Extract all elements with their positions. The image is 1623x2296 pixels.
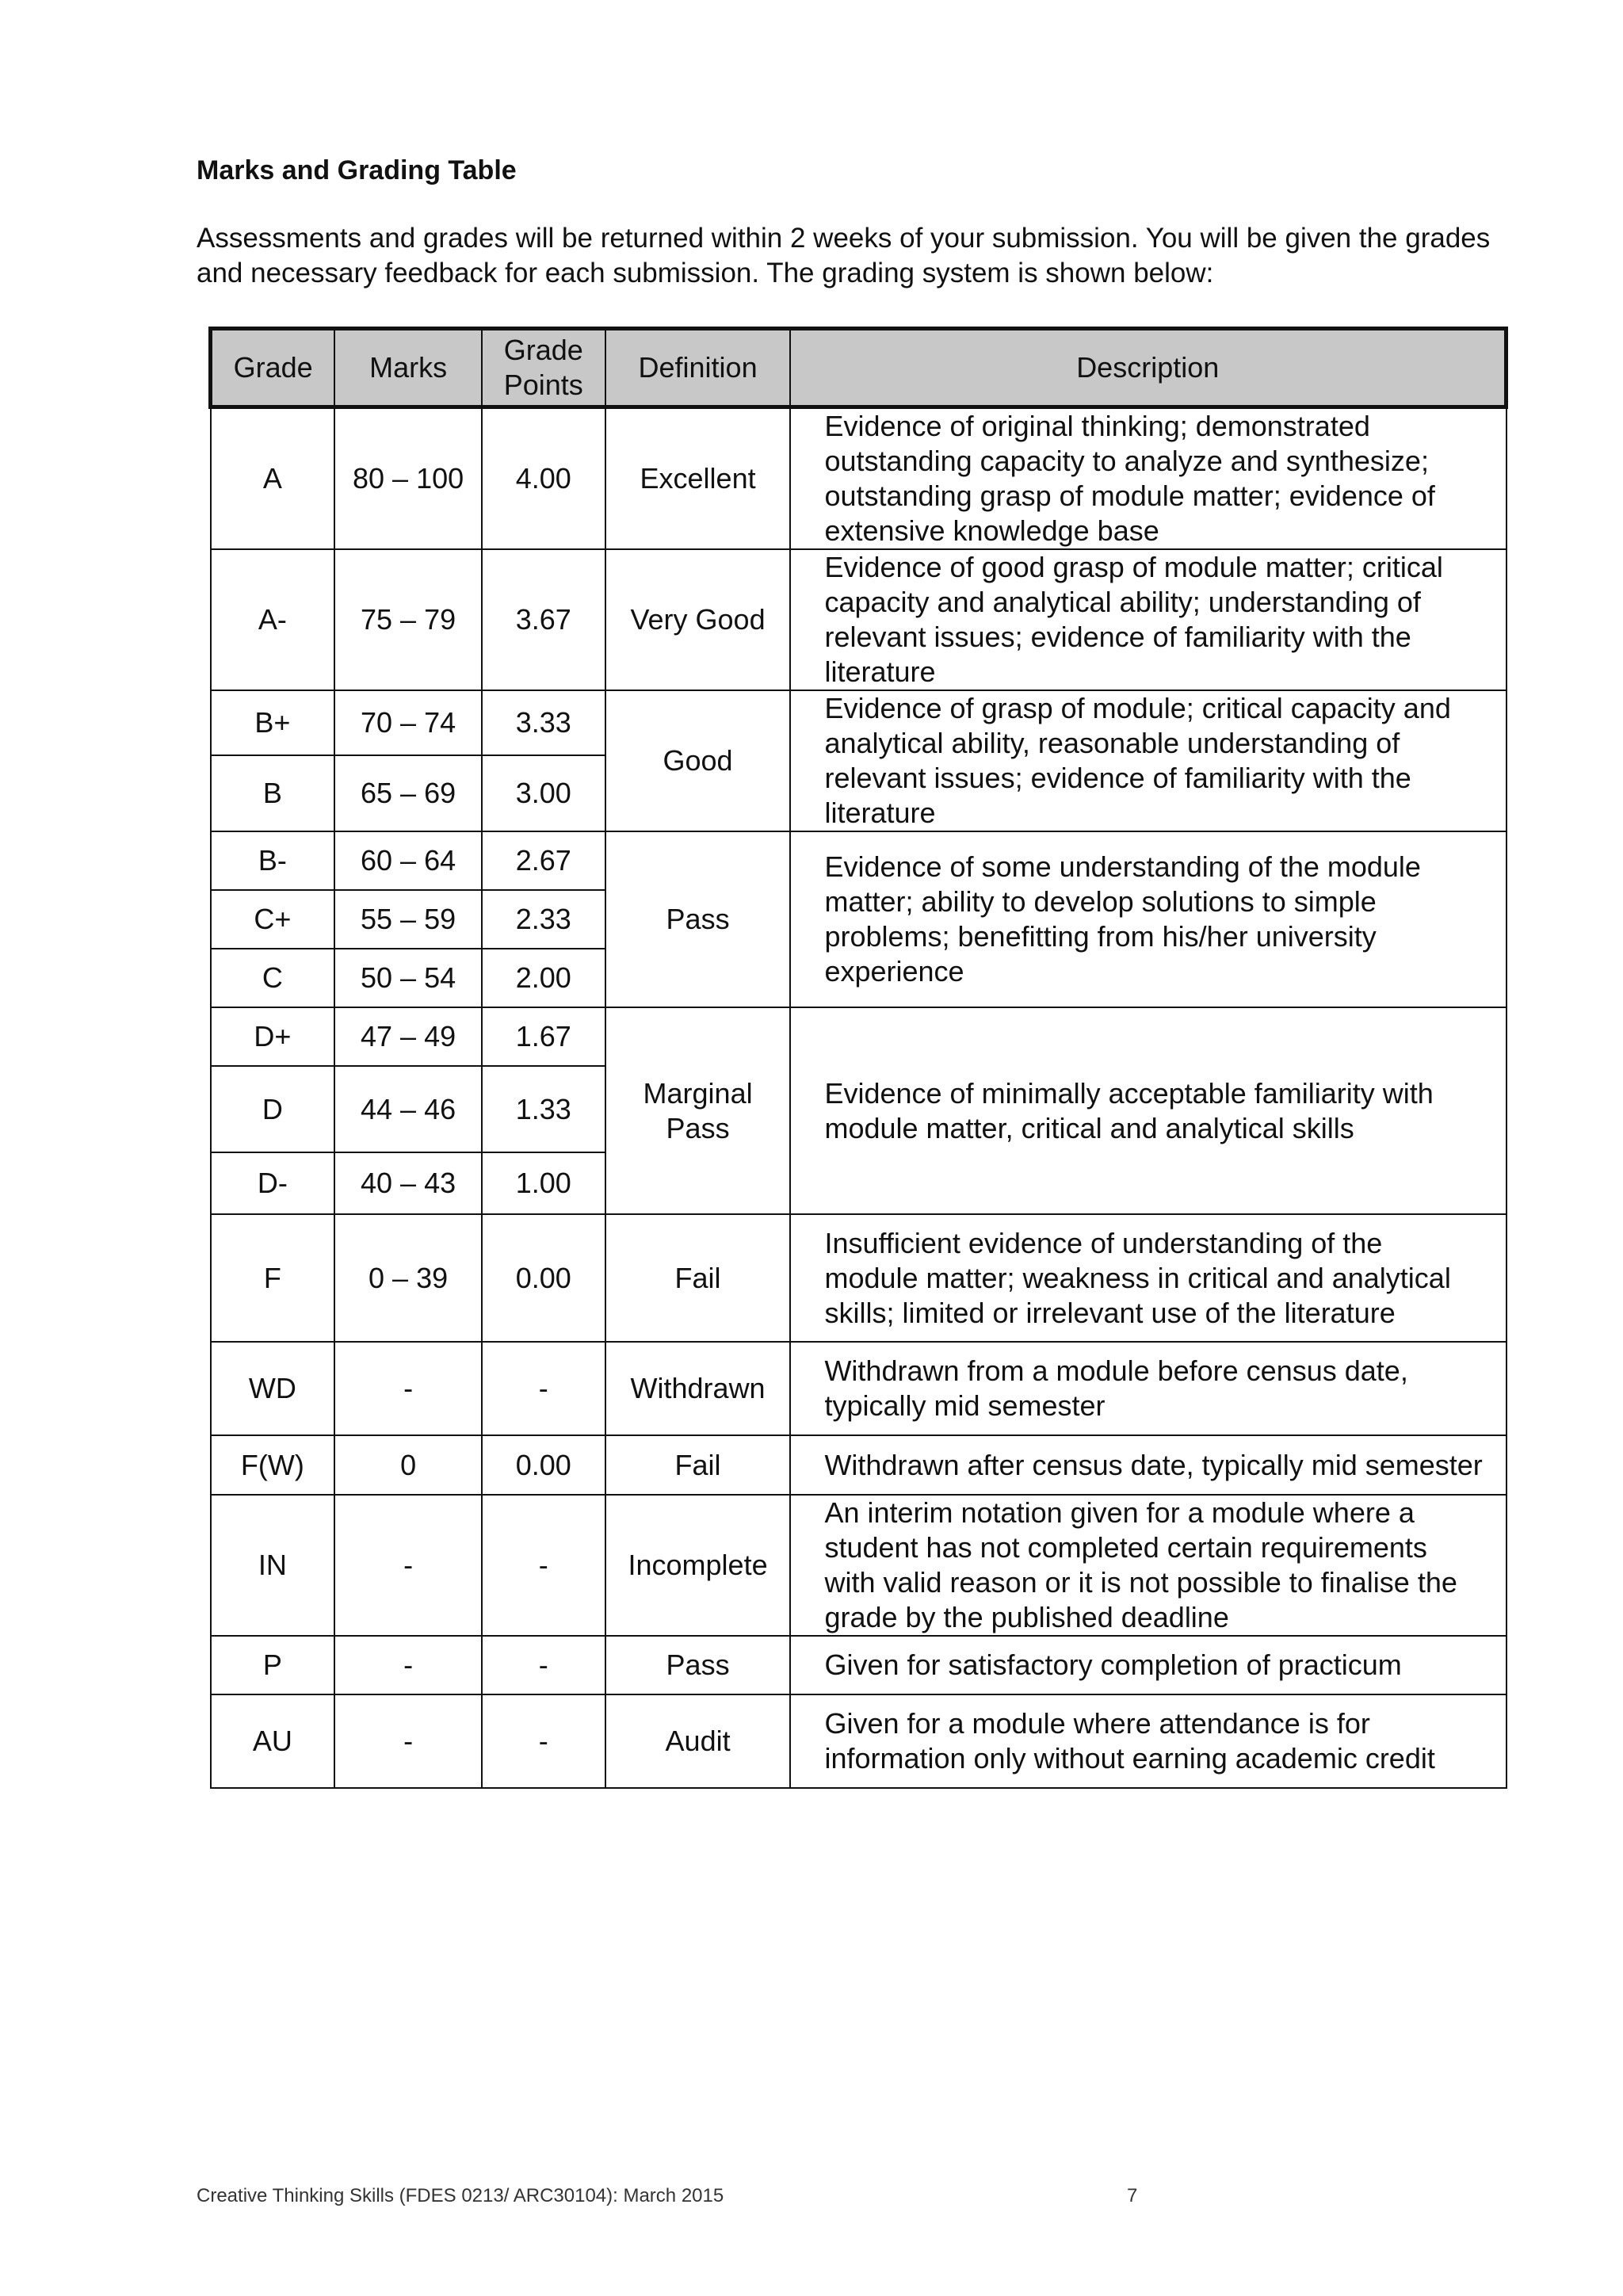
grade-cell: P — [211, 1636, 335, 1694]
table-row — [211, 1636, 1507, 1694]
intro-line: Assessments and grades will be returned within 2 weeks of your submission. You will be given the grades — [197, 223, 1491, 254]
definition-text: Marginal Pass — [643, 1076, 753, 1144]
marks-cell: - — [334, 1694, 482, 1788]
grade-cell: F — [211, 1214, 335, 1342]
marks-cell: - — [334, 1636, 482, 1694]
intro-line: and necessary feedback for each submission. The grading system is shown below: — [197, 258, 1214, 288]
points-cell: 3.33 — [482, 690, 605, 755]
grade-cell: C — [211, 949, 335, 1007]
definition-cell: Good — [605, 690, 791, 831]
table-header-row — [211, 329, 1507, 407]
definition-cell: Incomplete — [605, 1495, 791, 1636]
description-cell: An interim notation given for a module where a student has not completed certain requirements with valid reason or it is not possible to finalise the grade by the published deadline — [790, 1495, 1506, 1636]
grading-table — [208, 327, 1508, 1789]
description-cell: Evidence of grasp of module; critical capacity and analytical ability, reasonable understanding of relevant issues; evidence of familiarity with the literature — [790, 690, 1506, 831]
grade-cell: D+ — [211, 1007, 335, 1066]
grade-cell: A — [211, 407, 335, 550]
header-grade: Grade — [211, 329, 335, 407]
definition-cell: Withdrawn — [605, 1342, 791, 1435]
grade-cell: B+ — [211, 690, 335, 755]
definition-cell: Excellent — [605, 407, 791, 550]
points-cell: 2.67 — [482, 831, 605, 890]
points-cell: 3.00 — [482, 755, 605, 831]
grade-cell: D- — [211, 1152, 335, 1214]
description-cell: Evidence of good grasp of module matter; critical capacity and analytical ability; understanding of relevant issues; evidence of familiarity with the literature — [790, 549, 1506, 690]
header-description: Description — [790, 329, 1506, 407]
marks-cell: 44 – 46 — [334, 1066, 482, 1152]
marks-cell: 40 – 43 — [334, 1152, 482, 1214]
table-row — [211, 1214, 1507, 1342]
marks-cell: 50 – 54 — [334, 949, 482, 1007]
marks-cell: 0 – 39 — [334, 1214, 482, 1342]
definition-cell: Pass — [605, 831, 791, 1007]
marks-cell: 80 – 100 — [334, 407, 482, 550]
table-row — [211, 407, 1507, 550]
marks-cell: 47 – 49 — [334, 1007, 482, 1066]
table-row — [211, 690, 1507, 755]
points-cell: 1.00 — [482, 1152, 605, 1214]
points-cell: 1.33 — [482, 1066, 605, 1152]
table-row — [211, 831, 1507, 890]
header-marks: Marks — [334, 329, 482, 407]
marks-cell: - — [334, 1342, 482, 1435]
table-row — [211, 1435, 1507, 1495]
points-cell: - — [482, 1694, 605, 1788]
grade-cell: AU — [211, 1694, 335, 1788]
table-row — [211, 1342, 1507, 1435]
description-cell: Given for a module where attendance is for information only without earning academic credit — [790, 1694, 1506, 1788]
definition-cell — [605, 1007, 791, 1214]
grade-cell: B- — [211, 831, 335, 890]
description-cell: Withdrawn after census date, typically mid semester — [790, 1435, 1506, 1495]
marks-cell: 55 – 59 — [334, 890, 482, 949]
marks-cell: 75 – 79 — [334, 549, 482, 690]
description-cell: Evidence of some understanding of the module matter; ability to develop solutions to simple problems; benefitting from his/her university experience — [790, 831, 1506, 1007]
table-row — [211, 1495, 1507, 1636]
description-cell: Insufficient evidence of understanding of the module matter; weakness in critical and analytical skills; limited or irrelevant use of the literature — [790, 1214, 1506, 1342]
definition-cell: Fail — [605, 1435, 791, 1495]
marks-cell: 65 – 69 — [334, 755, 482, 831]
marks-cell: - — [334, 1495, 482, 1636]
points-cell: 3.67 — [482, 549, 605, 690]
table-row — [211, 1007, 1507, 1066]
marks-cell: 60 – 64 — [334, 831, 482, 890]
marks-cell: 0 — [334, 1435, 482, 1495]
marks-cell: 70 – 74 — [334, 690, 482, 755]
table-row — [211, 549, 1507, 690]
grade-cell: B — [211, 755, 335, 831]
definition-cell: Fail — [605, 1214, 791, 1342]
header-grade-points: Grade Points — [482, 329, 605, 407]
points-cell: 0.00 — [482, 1435, 605, 1495]
definition-cell: Audit — [605, 1694, 791, 1788]
header-definition: Definition — [605, 329, 791, 407]
points-cell: 2.33 — [482, 890, 605, 949]
points-cell: 1.67 — [482, 1007, 605, 1066]
page-title: Marks and Grading Table — [197, 155, 517, 185]
grade-cell: F(W) — [211, 1435, 335, 1495]
points-cell: - — [482, 1636, 605, 1694]
definition-cell: Very Good — [605, 549, 791, 690]
points-cell: 2.00 — [482, 949, 605, 1007]
grade-cell: WD — [211, 1342, 335, 1435]
grade-cell: IN — [211, 1495, 335, 1636]
definition-cell: Pass — [605, 1636, 791, 1694]
table-row — [211, 1694, 1507, 1788]
intro-paragraph — [197, 221, 1491, 291]
description-cell: Given for satisfactory completion of practicum — [790, 1636, 1506, 1694]
description-cell: Evidence of original thinking; demonstrated outstanding capacity to analyze and synthesize; outstanding grasp of module matter; evidence of extensive knowledge base — [790, 407, 1506, 550]
footer-text: Creative Thinking Skills (FDES 0213/ ARC30104): March 2015 — [197, 2185, 724, 2206]
grade-cell: A- — [211, 549, 335, 690]
points-cell: 4.00 — [482, 407, 605, 550]
description-cell: Withdrawn from a module before census date, typically mid semester — [790, 1342, 1506, 1435]
page-number: 7 — [1127, 2185, 1138, 2206]
points-cell: - — [482, 1495, 605, 1636]
points-cell: - — [482, 1342, 605, 1435]
grade-cell: D — [211, 1066, 335, 1152]
description-cell: Evidence of minimally acceptable familiarity with module matter, critical and analytical skills — [790, 1007, 1506, 1214]
points-cell: 0.00 — [482, 1214, 605, 1342]
grade-cell: C+ — [211, 890, 335, 949]
